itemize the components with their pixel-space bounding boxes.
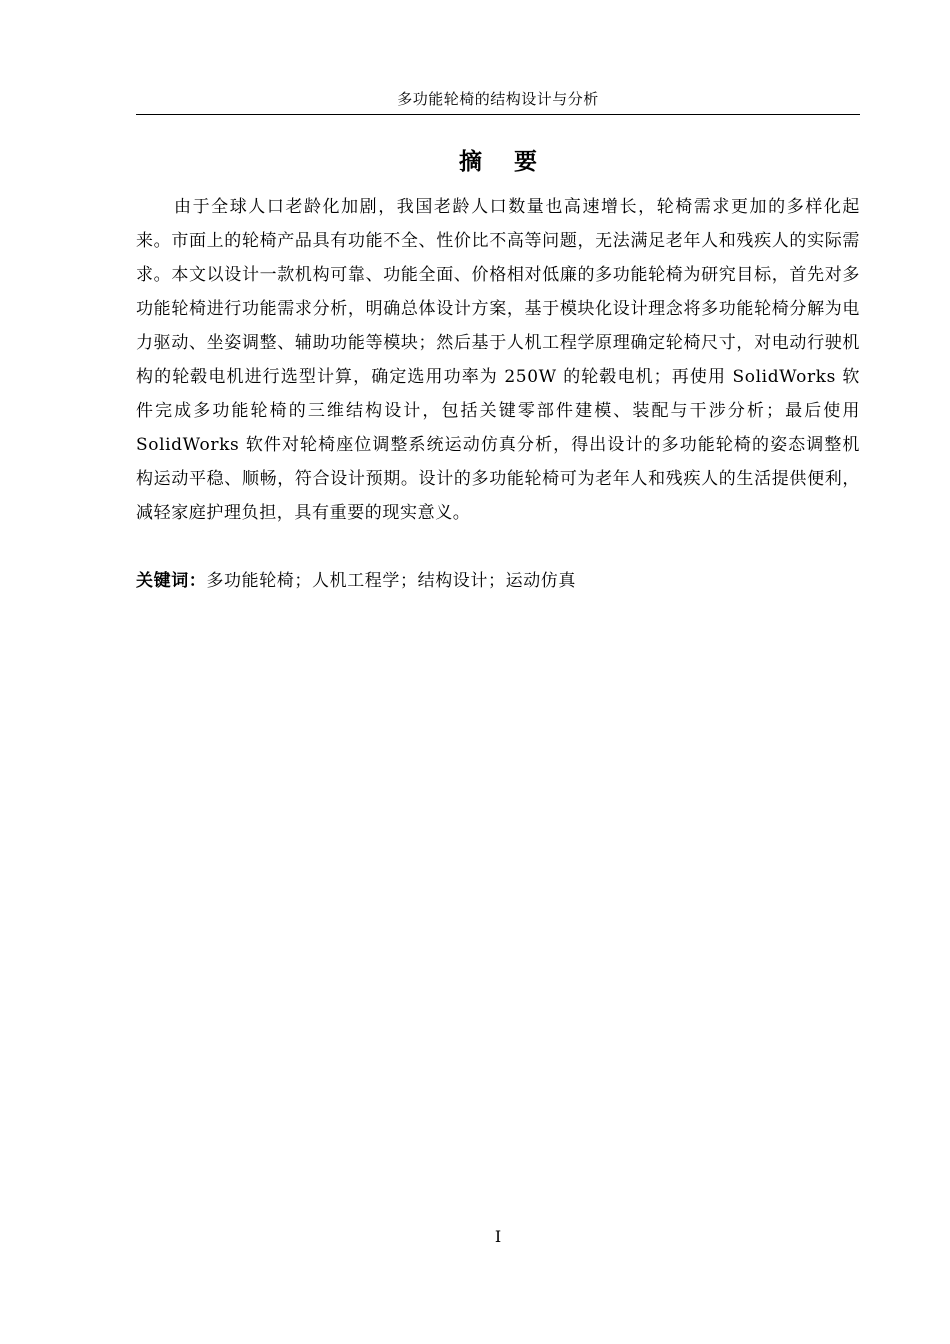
running-header: 多功能轮椅的结构设计与分析 (397, 90, 599, 108)
keywords-text: 多功能轮椅；人机工程学；结构设计；运动仿真 (206, 571, 577, 591)
abstract-body: 由于全球人口老龄化加剧，我国老龄人口数量也高速增长，轮椅需求更加的多样化起来。市面上的轮椅产品具有功能不全、性价比不高等问题，无法满足老年人和残疾人的实际需求。本文以设计一款机构可靠、功能全面、价格相对低廉的多功能轮椅为研究目标，首先对多功能轮椅进行功能需求分析，明确总体设计方案，基于模块化设计理念将多功能轮椅分解为电力驱动、坐姿调整、辅助功能等模块；然后基于人机工程学原理确定轮椅尺寸，对电动行驶机构的轮毂电机进行选型计算，确定选用功率为 250W 的轮毂电机；再使用 SolidWorks 软件完成多功能轮椅的三维结构设计，包括关键零部件建模、装配与干涉分析；最后使用 SolidWorks 软件对轮椅座位调整系统运动仿真分析，得出设计的多功能轮椅的姿态调整机构运动平稳、顺畅，符合设计预期。设计的多功能轮椅可为老年人和残疾人的生活提供便利，减轻家庭护理负担，具有重要的现实意义。 (136, 197, 860, 523)
keywords-label: 关键词： (136, 571, 207, 591)
header-divider (136, 114, 860, 115)
page-number: I (494, 1227, 502, 1246)
keywords-line (136, 564, 860, 598)
abstract-heading: 摘 要 (458, 149, 549, 175)
